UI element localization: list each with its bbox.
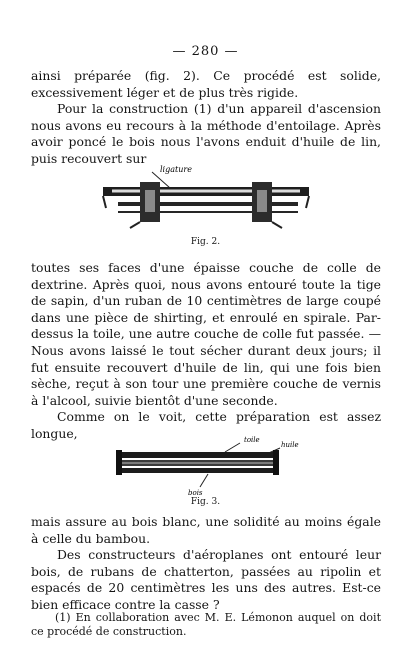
text-block-top	[31, 68, 381, 168]
paragraph: Comme on le voit, cette préparation est assez longue,	[31, 409, 381, 441]
footnote	[31, 611, 381, 638]
figure-3-drawing	[0, 432, 411, 498]
text-block-bottom	[31, 514, 381, 614]
paragraph: mais assure au bois blanc, une solidité au moins égale à celle du bambou.	[31, 514, 381, 546]
figure-2-caption: Fig. 2.	[190, 237, 221, 247]
figure-3-label-bottom: bois	[188, 489, 203, 497]
figure-3-label-right: huile	[281, 441, 299, 449]
text-block-middle	[31, 260, 381, 443]
page-number: — 280 —	[172, 44, 239, 59]
figure-3	[0, 432, 411, 512]
paragraph: ainsi préparée (fig. 2). Ce procédé est solide, excessivement léger et de plus très rigide.	[31, 68, 381, 100]
figure-3-caption: Fig. 3.	[190, 497, 221, 507]
figure-2	[0, 160, 411, 252]
paragraph: toutes ses faces d'une épaisse couche de colle de dextrine. Après quoi, nous avons entouré toute la tige de sapin, d'un ruban de 10 centimètres de large coupé dans une pièce de shirting, et enroulé en spirale. Par-dessus la toile, une autre couche de colle fut passée. — Nous avons laissé le tout sécher durant deux jours; il fut ensuite recouvert d'huile de lin, qui une fois bien sèche, reçut à son tour une première couche de vernis à l'alcool, suivie bientôt d'une seconde.	[31, 260, 381, 408]
figure-2-drawing	[0, 160, 411, 240]
paragraph: Des constructeurs d'aéroplanes ont entouré leur bois, de rubans de chatterton, passées au ripolin et espacés de 20 centimètres les uns des autres. Est-ce bien efficace contre la casse ?	[31, 547, 381, 612]
paragraph: Pour la construction (1) d'un appareil d'ascension nous avons eu recours à la méthode d'entoilage. Après avoir poncé le bois nous l'avons enduit d'huile de lin, puis recouvert sur	[31, 101, 381, 166]
figure-3-label-top: toile	[244, 436, 260, 444]
figure-2-label: ligature	[160, 165, 192, 174]
footnote-text: (1) En collaboration avec M. E. Lémonon auquel on doit ce procédé de construction.	[31, 611, 381, 638]
